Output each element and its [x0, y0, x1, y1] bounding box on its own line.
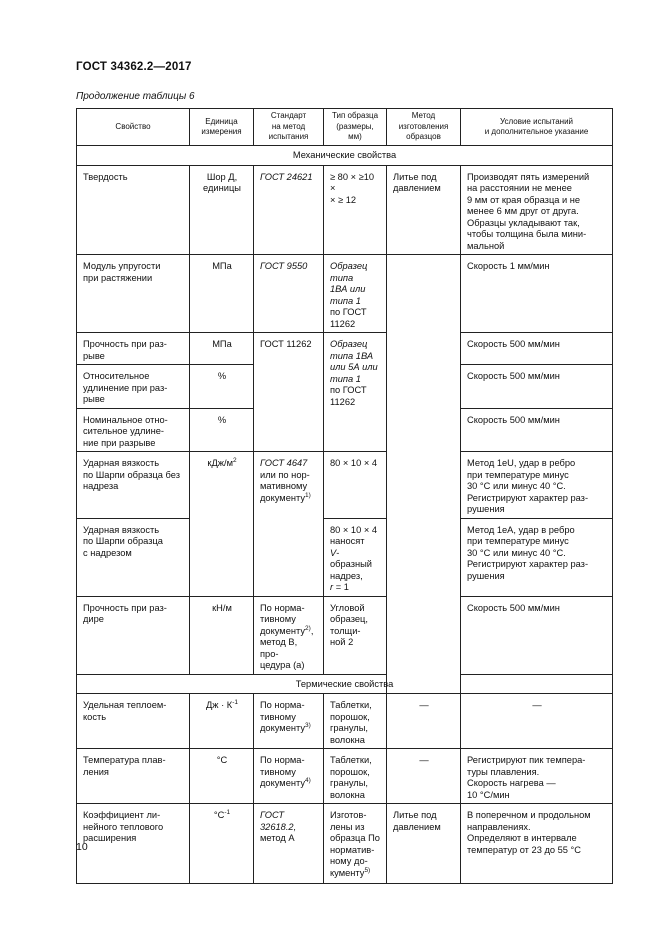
cell-specimen — [324, 804, 387, 884]
cell-standard — [254, 452, 324, 597]
column-header-unit: Единица измерения — [190, 109, 254, 146]
cell-property: Температура плав- ления — [77, 749, 190, 804]
footnote-ref: 3) — [305, 721, 311, 729]
cell-method: Литье под давлением — [387, 804, 461, 884]
cell-conditions: Метод 1eU, удар в ребро при температуре минус 30 °С или минус 40 °С. Регистрируют характер раз- рушения — [461, 452, 613, 519]
cell-method: — — [387, 749, 461, 804]
cell-method-merged — [387, 255, 461, 694]
standard-code: ГОСТ 32618.2, — [260, 810, 297, 832]
cell-conditions: В поперечном и продольном направлениях. Определяют в интервале температур от 23 до 55 °С — [461, 804, 613, 884]
unit-superscript: -1 — [232, 698, 238, 706]
standard-code: ГОСТ 4647 — [260, 458, 308, 468]
column-header-specimen: Тип образца (размеры, мм) — [324, 109, 387, 146]
cell-property: Удельная теплоем- кость — [77, 694, 190, 749]
cell-specimen: 80 × 10 × 4 — [324, 452, 387, 519]
footnote-ref: 2) — [305, 624, 311, 632]
cell-property: Коэффициент ли- нейного теплового расширения — [77, 804, 190, 884]
table-header-row — [77, 109, 613, 146]
cell-conditions: Скорость 500 мм/мин — [461, 596, 613, 674]
standard-method: , метод В, про- цедура (а) — [260, 625, 314, 670]
cell-standard — [254, 694, 324, 749]
cell-conditions: Производят пять измерений на расстоянии не менее 9 мм от края образца и не менее 6 мм друг от друга. Образцы укладывают так, чтобы толщина была мини- мальной — [461, 165, 613, 255]
cell-specimen — [324, 518, 387, 596]
cell-unit — [190, 804, 254, 884]
table-caption: Продолжение таблицы 6 — [76, 91, 195, 102]
specimen-text: 80 × 10 × 4 наносят — [330, 524, 378, 546]
column-header-conditions: Условие испытаний и дополнительное указание — [461, 109, 613, 146]
standard-text: По норма- тивному документу — [260, 700, 306, 733]
table-row-hardness — [77, 165, 613, 255]
specimen-notch-text: -образный надрез, — [330, 547, 373, 581]
footnote-ref: 5) — [364, 866, 371, 874]
cell-property: Номинальное отно- сительное удлине- ние при разрыве — [77, 408, 190, 452]
properties-table — [76, 108, 613, 884]
cell-specimen — [324, 255, 387, 333]
cell-unit: % — [190, 365, 254, 409]
cell-method: Литье под давлением — [387, 165, 461, 255]
section-title-thermal: Термические свойства — [77, 674, 613, 694]
column-header-standard: Стандарт на метод испытания — [254, 109, 324, 146]
cell-conditions: Скорость 500 мм/мин — [461, 333, 613, 365]
cell-standard — [254, 804, 324, 884]
cell-conditions: Регистрируют пик темпера- туры плавления. Скорость нагрева — 10 °С/мин — [461, 749, 613, 804]
table-row-expansion — [77, 804, 613, 884]
cell-property: Модуль упругости при растяжении — [77, 255, 190, 333]
cell-specimen: ≥ 80 × ≥10 × × ≥ 12 — [324, 165, 387, 255]
document-code: ГОСТ 34362.2—2017 — [76, 61, 192, 73]
footnote-ref: 1) — [305, 491, 311, 499]
specimen-type-text: Образец типа 1ВА или типа 1 — [330, 261, 368, 306]
cell-unit: кН/м — [190, 596, 254, 674]
specimen-type-text: Образец типа 1ВА или 5А или типа 1 — [330, 339, 378, 384]
cell-unit: Шор Д, единицы — [190, 165, 254, 255]
cell-standard: ГОСТ 24621 — [254, 165, 324, 255]
cell-unit — [190, 452, 254, 597]
specimen-reference: по ГОСТ 11262 — [330, 307, 367, 329]
standard-text: По норма- тивному документу — [260, 755, 306, 788]
specimen-text: Изготов- лены из образца По норматив- ному до- кументу — [330, 810, 380, 878]
specimen-radius-symbol: r — [330, 582, 334, 592]
table-row-melting — [77, 749, 613, 804]
column-header-method: Метод изготовления образцов — [387, 109, 461, 146]
cell-specimen: Таблетки, порошок, гранулы, волокна — [324, 694, 387, 749]
standard-text: По норма- тивному документу — [260, 602, 306, 636]
cell-property: Прочность при раз- дире — [77, 596, 190, 674]
cell-specimen: Угловой образец, толщи- ной 2 — [324, 596, 387, 674]
table-row-strength-break — [77, 333, 613, 365]
cell-conditions: Метод 1eA, удар в ребро при температуре минус 30 °С или минус 40 °С. Регистрируют характер раз- рушения — [461, 518, 613, 596]
unit-superscript: 2 — [232, 456, 237, 464]
standard-method: метод А — [260, 833, 295, 843]
cell-property: Прочность при раз- рыве — [77, 333, 190, 365]
cell-property: Ударная вязкость по Шарпи образца с надрезом — [77, 518, 190, 596]
cell-property: Ударная вязкость по Шарпи образца без надреза — [77, 452, 190, 519]
cell-standard — [254, 596, 324, 674]
standard-text: или по нор- мативному документу — [260, 469, 310, 503]
table-row-modulus — [77, 255, 613, 333]
section-row-mechanical — [77, 146, 613, 166]
unit-text: кДж/м — [207, 458, 233, 468]
column-header-property: Свойство — [77, 109, 190, 146]
table-row-heat-capacity — [77, 694, 613, 749]
cell-unit: °С — [190, 749, 254, 804]
table-row-charpy-unnotched — [77, 452, 613, 519]
footnote-ref: 4) — [305, 776, 311, 784]
cell-standard: ГОСТ 11262 — [254, 333, 324, 452]
specimen-radius-value: = 1 — [333, 582, 349, 592]
cell-specimen: Таблетки, порошок, гранулы, волокна — [324, 749, 387, 804]
section-row-thermal — [77, 674, 613, 694]
section-title-mechanical: Механические свойства — [77, 146, 613, 166]
table-row-tear — [77, 596, 613, 674]
cell-standard — [254, 749, 324, 804]
cell-method: — — [387, 694, 461, 749]
table-row-charpy-notched — [77, 518, 613, 596]
unit-text: Дж · К — [206, 700, 233, 710]
cell-specimen — [324, 333, 387, 452]
unit-text: °С — [213, 810, 225, 820]
cell-conditions: — — [461, 694, 613, 749]
page-number: 10 — [76, 841, 88, 853]
cell-unit: МПа — [190, 333, 254, 365]
unit-superscript: -1 — [224, 808, 231, 816]
cell-conditions: Скорость 500 мм/мин — [461, 408, 613, 452]
cell-unit: % — [190, 408, 254, 452]
cell-property: Относительное удлинение при раз- рыве — [77, 365, 190, 409]
cell-unit: МПа — [190, 255, 254, 333]
cell-conditions: Скорость 500 мм/мин — [461, 365, 613, 409]
cell-property: Твердость — [77, 165, 190, 255]
specimen-notch-letter: V — [330, 547, 337, 558]
cell-unit — [190, 694, 254, 749]
cell-standard: ГОСТ 9550 — [254, 255, 324, 333]
specimen-reference: по ГОСТ 11262 — [330, 385, 367, 407]
cell-conditions: Скорость 1 мм/мин — [461, 255, 613, 333]
